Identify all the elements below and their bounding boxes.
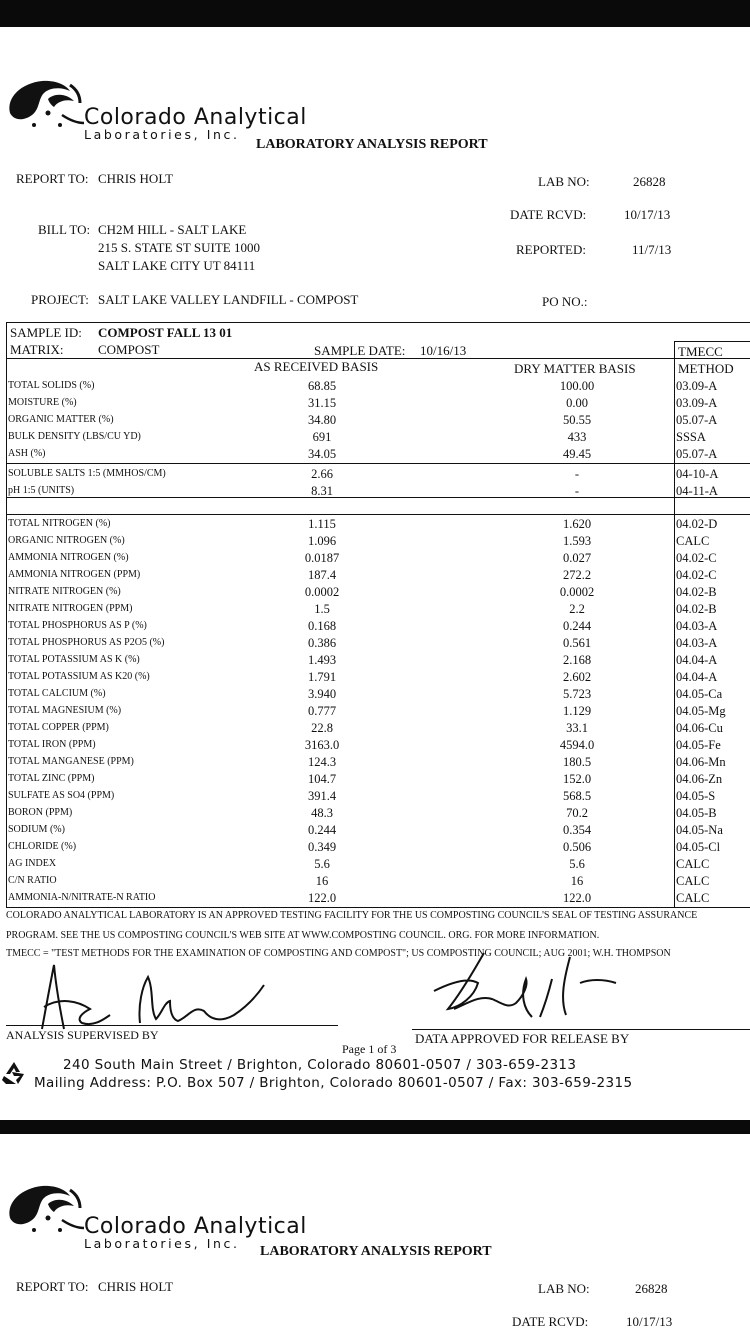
table-row: BORON (PPM) 48.3 70.2 04.05-B [8, 806, 717, 820]
footnote-3: TMECC = "TEST METHODS FOR THE EXAMINATION OF COMPOSTING AND COMPOST"; US COMPOSTING COUNCIL; AUG 2001; W.H. THOMPSON [6, 948, 671, 959]
dry-matter-header: DRY MATTER BASIS [514, 361, 636, 376]
report-title: LABORATORY ANALYSIS REPORT [260, 1244, 492, 1259]
table-row: BULK DENSITY (LBS/CU YD) 691 433 SSSA [8, 430, 706, 444]
table-top-rule [6, 322, 750, 323]
table-row: AMMONIA NITROGEN (%) 0.0187 0.027 04.02-C [8, 551, 717, 565]
table-row: TOTAL POTASSIUM AS K (%) 1.493 2.168 04.04-A [8, 653, 718, 667]
project-label: PROJECT: [31, 292, 89, 307]
table-row: TOTAL IRON (PPM) 3163.0 4594.0 04.05-Fe [8, 738, 721, 752]
table-row: ORGANIC NITROGEN (%) 1.096 1.593 CALC [8, 534, 710, 548]
po-no-label: PO NO.: [542, 294, 588, 309]
approver-signature [420, 939, 620, 1029]
table-row: TOTAL CALCIUM (%) 3.940 5.723 04.05-Ca [8, 687, 723, 701]
table-row: AMMONIA NITROGEN (PPM) 187.4 272.2 04.02-C [8, 568, 717, 582]
supervisor-signature-line [6, 1025, 338, 1026]
table-row: TOTAL POTASSIUM AS K20 (%) 1.791 2.602 04.04-A [8, 670, 718, 684]
report-to-label: REPORT TO: [16, 171, 89, 186]
lab-name: Colorado Analytical [84, 1214, 307, 1239]
table-row: TOTAL NITROGEN (%) 1.115 1.620 04.02-D [8, 517, 718, 531]
mailing-address: Mailing Address: P.O. Box 507 / Brighton, Colorado 80601-0507 / Fax: 303-659-2315 [34, 1075, 633, 1091]
table-row: SULFATE AS SO4 (PPM) 391.4 568.5 04.05-S [8, 789, 716, 803]
reported-label: REPORTED: [516, 242, 587, 257]
method-header-2: METHOD [678, 361, 734, 376]
bill-to-label: BILL TO: [38, 222, 91, 237]
table-row: TOTAL MANGANESE (PPM) 124.3 180.5 04.06-Mn [8, 755, 726, 769]
sample-date-value: 10/16/13 [420, 343, 467, 358]
table-row: TOTAL COPPER (PPM) 22.8 33.1 04.06-Cu [8, 721, 723, 735]
method-header-1: TMECC [678, 344, 723, 359]
approver-signature-line [412, 1029, 750, 1030]
report-title: LABORATORY ANALYSIS REPORT [256, 137, 488, 152]
lab-subtitle: Laboratories, Inc. [84, 1236, 240, 1251]
table-row: MOISTURE (%) 31.15 0.00 03.09-A [8, 396, 718, 410]
lab-name: Colorado Analytical [84, 105, 307, 130]
table-row: TOTAL ZINC (PPM) 104.7 152.0 04.06-Zn [8, 772, 723, 786]
bill-to-line-1: CH2M HILL - SALT LAKE [98, 222, 247, 237]
table-row: ASH (%) 34.05 49.45 05.07-A [8, 447, 718, 461]
table-row: TOTAL PHOSPHORUS AS P (%) 0.168 0.244 04.03-A [8, 619, 718, 633]
date-rcvd-value: 10/17/13 [624, 207, 671, 222]
table-row: ORGANIC MATTER (%) 34.80 50.55 05.07-A [8, 413, 718, 427]
table-bottom-rule [6, 907, 750, 908]
table-row: TOTAL SOLIDS (%) 68.85 100.00 03.09-A [8, 379, 718, 393]
date-rcvd-label: DATE RCVD: [512, 1314, 589, 1329]
bill-to-line-3: SALT LAKE CITY UT 84111 [98, 258, 256, 273]
table-row: TOTAL MAGNESIUM (%) 0.777 1.129 04.05-Mg [8, 704, 726, 718]
bill-to-line-2: 215 S. STATE ST SUITE 1000 [98, 240, 260, 255]
approved-by-label: DATA APPROVED FOR RELEASE BY [415, 1031, 630, 1046]
as-received-header: AS RECEIVED BASIS [254, 359, 379, 374]
matrix-value: COMPOST [98, 342, 160, 357]
table-row: SODIUM (%) 0.244 0.354 04.05-Na [8, 823, 723, 837]
sample-id-value: COMPOST FALL 13 01 [98, 325, 233, 340]
lab-no-label: LAB NO: [538, 174, 590, 189]
lab-logo-icon [4, 75, 84, 139]
table-row: NITRATE NITROGEN (%) 0.0002 0.0002 04.02-B [8, 585, 717, 599]
supervised-by-label: ANALYSIS SUPERVISED BY [6, 1028, 159, 1042]
table-row: NITRATE NITROGEN (PPM) 1.5 2.2 04.02-B [8, 602, 717, 616]
report-page-2 [0, 1134, 750, 1334]
page-divider-bar [0, 1120, 750, 1134]
reported-value: 11/7/13 [632, 242, 672, 257]
top-bar [0, 0, 750, 27]
lab-subtitle: Laboratories, Inc. [84, 127, 240, 142]
lab-no-value: 26828 [633, 174, 666, 189]
table-header-rule [675, 341, 750, 342]
recycle-icon [0, 1060, 28, 1086]
table-row: CHLORIDE (%) 0.349 0.506 04.05-Cl [8, 840, 721, 854]
report-page-1 [0, 27, 750, 1120]
sample-date-label: SAMPLE DATE: [314, 343, 406, 358]
table-row: AMMONIA-N/NITRATE-N RATIO 122.0 122.0 CALC [8, 891, 710, 905]
project-value: SALT LAKE VALLEY LANDFILL - COMPOST [98, 292, 359, 307]
date-rcvd-label: DATE RCVD: [510, 207, 587, 222]
table-row: SOLUBLE SALTS 1:5 (MMHOS/CM) 2.66 - 04-10-A [8, 467, 719, 481]
lab-logo-icon [4, 1180, 84, 1244]
table-row: pH 1:5 (UNITS) 8.31 - 04-11-A [8, 484, 718, 498]
page-number: Page 1 of 3 [342, 1042, 397, 1056]
table-row: C/N RATIO 16 16 CALC [8, 874, 710, 888]
report-to-label: REPORT TO: [16, 1279, 89, 1294]
lab-no-value: 26828 [635, 1281, 668, 1296]
report-to-value: CHRIS HOLT [98, 171, 174, 186]
sample-id-label: SAMPLE ID: [10, 325, 82, 340]
report-to-value: CHRIS HOLT [98, 1279, 174, 1294]
table-row: AG INDEX 5.6 5.6 CALC [8, 857, 710, 871]
table-row: TOTAL PHOSPHORUS AS P2O5 (%) 0.386 0.561 04.03-A [8, 636, 718, 650]
street-address: 240 South Main Street / Brighton, Colorado 80601-0507 / 303-659-2313 [63, 1057, 577, 1073]
footnote-1: COLORADO ANALYTICAL LABORATORY IS AN APPROVED TESTING FACILITY FOR THE US COMPOSTING COUNCIL'S SEAL OF TESTING ASSURANCE [6, 910, 698, 921]
matrix-label: MATRIX: [10, 342, 64, 357]
lab-no-label: LAB NO: [538, 1281, 590, 1296]
footnote-2: PROGRAM. SEE THE US COMPOSTING COUNCIL'S WEB SITE AT WWW.COMPOSTING COUNCIL. ORG. FOR MORE INFORMATION. [6, 930, 600, 941]
date-rcvd-value: 10/17/13 [626, 1314, 673, 1329]
